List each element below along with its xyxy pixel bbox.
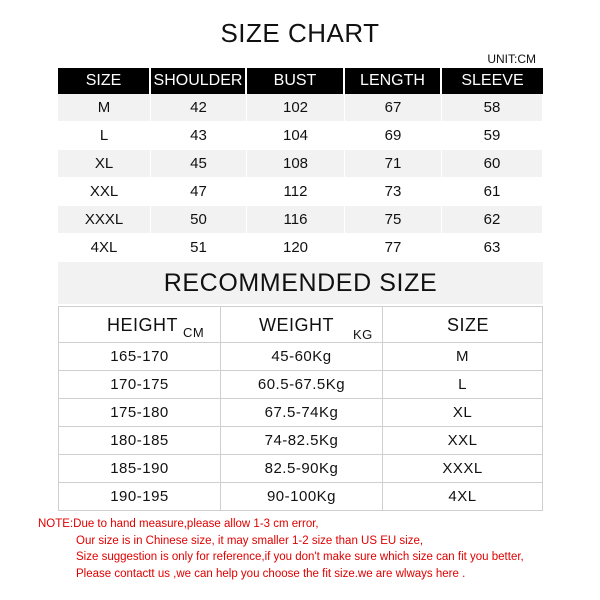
table-cell: 102 — [247, 94, 345, 122]
table-cell: 60 — [442, 150, 543, 178]
table-cell: 74-82.5Kg — [221, 427, 383, 454]
table-cell: 75 — [345, 206, 442, 234]
table-cell: 112 — [247, 178, 345, 206]
page-title: SIZE CHART — [220, 18, 380, 48]
table-row — [58, 122, 543, 150]
table-cell: M — [58, 94, 151, 122]
table-cell: XL — [58, 150, 151, 178]
table-cell: 180-185 — [59, 427, 221, 454]
table-cell: 51 — [151, 234, 247, 262]
recommended-size-title: RECOMMENDED SIZE — [58, 262, 543, 304]
note-line: Size suggestion is only for reference,if you don't make sure which size can fit you better, — [76, 551, 524, 563]
table-cell: 67 — [345, 94, 442, 122]
table-row — [59, 343, 542, 371]
table-cell: 190-195 — [59, 483, 221, 510]
table-cell: 165-170 — [59, 343, 221, 370]
header-size: SIZE — [58, 68, 151, 94]
table-row — [59, 427, 542, 455]
table-cell: 62 — [442, 206, 543, 234]
table-cell: 170-175 — [59, 371, 221, 398]
table-cell: 67.5-74Kg — [221, 399, 383, 426]
size-note — [38, 516, 578, 582]
header-sleeve: SLEEVE — [442, 68, 543, 94]
table-cell: L — [458, 376, 467, 393]
table-cell: XXL — [58, 178, 151, 206]
table-cell: M — [456, 348, 469, 365]
size-chart-header-row — [58, 68, 543, 94]
table-cell: 58 — [442, 94, 543, 122]
note-line: NOTE:Due to hand measure,please allow 1-3 cm error, — [38, 518, 319, 530]
table-cell: 43 — [151, 122, 247, 150]
table-cell: 77 — [345, 234, 442, 262]
table-row — [58, 94, 543, 122]
table-cell: 59 — [442, 122, 543, 150]
header-height — [59, 307, 221, 342]
size-chart-table — [58, 68, 543, 262]
table-cell: XXXL — [58, 206, 151, 234]
table-row — [58, 178, 543, 206]
table-cell: 185-190 — [59, 455, 221, 482]
table-row — [59, 399, 542, 427]
recommended-header-row — [59, 307, 542, 343]
table-cell: XXXL — [442, 460, 483, 477]
table-cell: L — [58, 122, 151, 150]
table-cell: 73 — [345, 178, 442, 206]
table-cell: 82.5-90Kg — [221, 455, 383, 482]
header-weight-label: WEIGHT — [259, 315, 334, 335]
table-cell: 69 — [345, 122, 442, 150]
header-height-label: HEIGHT — [107, 315, 179, 335]
table-cell: 4XL — [448, 488, 477, 505]
table-cell: 120 — [247, 234, 345, 262]
table-cell: 45 — [151, 150, 247, 178]
table-cell: 71 — [345, 150, 442, 178]
table-row — [59, 483, 542, 510]
table-row — [59, 455, 542, 483]
unit-label: UNIT:CM — [487, 52, 536, 66]
table-cell: XL — [452, 404, 473, 421]
header-size-label: SIZE — [447, 315, 490, 335]
table-cell: 60.5-67.5Kg — [221, 371, 383, 398]
table-row — [58, 150, 543, 178]
note-line: Please contactt us ,we can help you choose the fit size.we are wlways here . — [76, 567, 466, 580]
note-line: Our size is in Chinese size, it may smaller 1-2 size than US EU size, — [76, 534, 424, 547]
table-cell: 42 — [151, 94, 247, 122]
table-cell: 175-180 — [59, 399, 221, 426]
table-cell: 104 — [247, 122, 345, 150]
table-cell: 50 — [151, 206, 247, 234]
table-cell: 90-100Kg — [221, 483, 383, 510]
table-cell: 108 — [247, 150, 345, 178]
table-row — [59, 371, 542, 399]
header-shoulder: SHOULDER — [151, 68, 247, 94]
header-size — [383, 307, 542, 342]
table-cell: 63 — [442, 234, 543, 262]
table-row — [58, 206, 543, 234]
table-row — [58, 234, 543, 262]
table-cell: 4XL — [58, 234, 151, 262]
table-cell: 116 — [247, 206, 345, 234]
table-cell: 61 — [442, 178, 543, 206]
header-bust: BUST — [247, 68, 345, 94]
table-cell: 47 — [151, 178, 247, 206]
header-weight-unit: KG — [353, 327, 373, 342]
header-weight — [221, 307, 383, 342]
table-cell: XXL — [447, 432, 478, 449]
header-length: LENGTH — [345, 68, 442, 94]
table-cell: 45-60Kg — [221, 343, 383, 370]
recommended-size-table — [58, 306, 543, 511]
header-height-unit: CM — [183, 325, 205, 340]
